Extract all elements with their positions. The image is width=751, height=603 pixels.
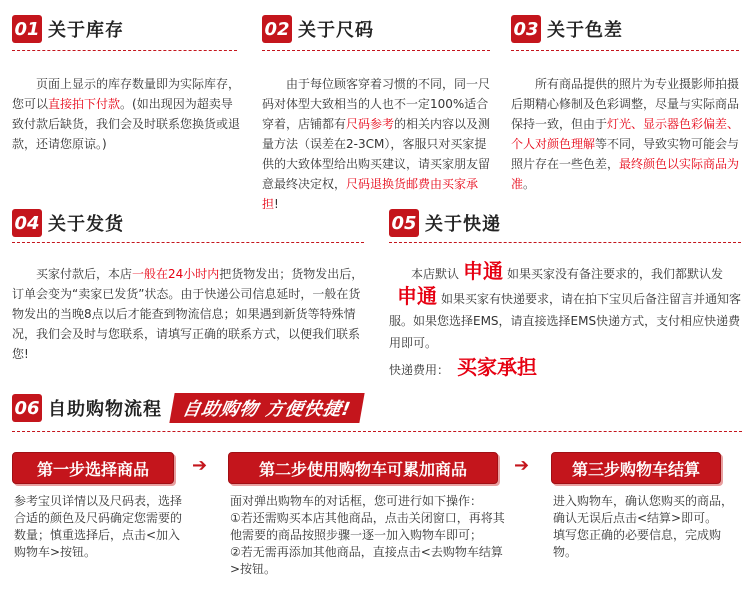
section-title: 自助购物流程 (48, 399, 162, 420)
section-title: 关于尺码 (298, 20, 374, 41)
arrow-right-icon: ➔ (514, 455, 530, 476)
step-3-button[interactable]: 第三步购物车结算 (551, 452, 721, 484)
section-body: 由于每位顾客穿着习惯的不同，同一尺码对体型大致相当的人也不一定100%适合穿着，店铺都有尺码参考的相关内容以及测量方法（误差在2-3CM），客服只对买家提供的大致体型给出购买建议，请买家朋友留意最终决定权，尺码退换货邮费由买家承担! (262, 77, 491, 211)
divider (389, 242, 741, 243)
section-delivery (12, 208, 372, 368)
section-stock (12, 14, 244, 174)
section-size (262, 14, 498, 211)
section-number: 02 (262, 15, 292, 43)
step-2-desc: 面对弹出购物车的对话框，您可进行如下操作： ①若还需购买本店其他商品，点击关闭窗口，再将其他需要的商品按照步骤一逐一加入购物车即可； ②若无需再添加其他商品，直接点击<去购物车结算>按钮。 (230, 494, 505, 576)
divider (12, 431, 742, 432)
section-body: 页面上显示的库存数量即为实际库存，您可以直接拍下付款。(如出现因为超卖导致付款后缺货，我们会及时联系您换货或退款，还请您原谅。) (12, 77, 241, 151)
fee-value: 买家承担 (457, 355, 538, 379)
express-line2: 申通 如果买家有快递要求，请在拍下宝贝后备注留言并通知客服。如果您选择EMS，请直接选择EMS快递方式，支付相应快递费用即可。 (389, 284, 742, 350)
section-express (389, 208, 744, 379)
divider (511, 50, 739, 51)
section-title: 关于快递 (425, 214, 501, 235)
section-body: 买家付款后，本店一般在24小时内把货物发出；货物发出后，订单会变为“卖家已发货”状态。由于快递公司信息延时，一般在货物发出的当晚8点以后才能查到物流信息；如果遇到新货等特殊情况，我们会及时与您联系，请填写正确的联系方式，以便我们联系您! (12, 267, 364, 361)
section-header (262, 14, 374, 44)
step-3-desc: 进入购物车，确认您购买的商品，确认无误后点击<结算>即可。 填写您正确的必要信息，完成购物。 (553, 494, 734, 559)
section-header (12, 14, 124, 44)
section-body (389, 260, 741, 381)
section-number: 01 (12, 15, 42, 43)
arrow-right-icon: ➔ (192, 455, 208, 476)
section-number: 06 (12, 394, 42, 422)
section-title: 关于色差 (547, 20, 623, 41)
divider (12, 50, 237, 51)
section-header (12, 393, 162, 423)
flow-slogan: 自助购物 方便快捷! (169, 393, 364, 423)
section-title: 关于发货 (48, 214, 124, 235)
section-header (12, 208, 124, 238)
section-flow-header (12, 393, 744, 433)
section-title: 关于库存 (48, 20, 124, 41)
divider (12, 242, 364, 243)
section-header (389, 208, 501, 238)
step-2-button[interactable]: 第二步使用购物车可累加商品 (228, 452, 498, 484)
section-header (511, 14, 623, 44)
section-number: 05 (389, 209, 419, 237)
section-number: 03 (511, 15, 541, 43)
step-1-button[interactable]: 第一步选择商品 (12, 452, 174, 484)
section-body: 所有商品提供的照片为专业摄影师拍摄后期精心修制及色彩调整，尽量与实际商品保持一致，但由于灯光、显示器色彩偏差、个人对颜色理解等不同，导致实物可能会与照片存在一些色差，最终颜色以实际商品为准。 (511, 77, 740, 191)
step-1-desc: 参考宝贝详情以及尺码表，选择合适的颜色及尺码确定您需要的数量；慎重选择后，点击<加入购物车>按钮。 (14, 494, 183, 559)
divider (262, 50, 490, 51)
section-number: 04 (12, 209, 42, 237)
carrier-name: 申通 (397, 284, 437, 308)
carrier-name: 申通 (463, 259, 504, 283)
express-fee: 快递费用： 买家承担 (389, 355, 538, 379)
express-line1: 本店默认 申通 如果买家没有备注要求的，我们都默认发 (411, 259, 724, 283)
section-color (511, 14, 743, 191)
